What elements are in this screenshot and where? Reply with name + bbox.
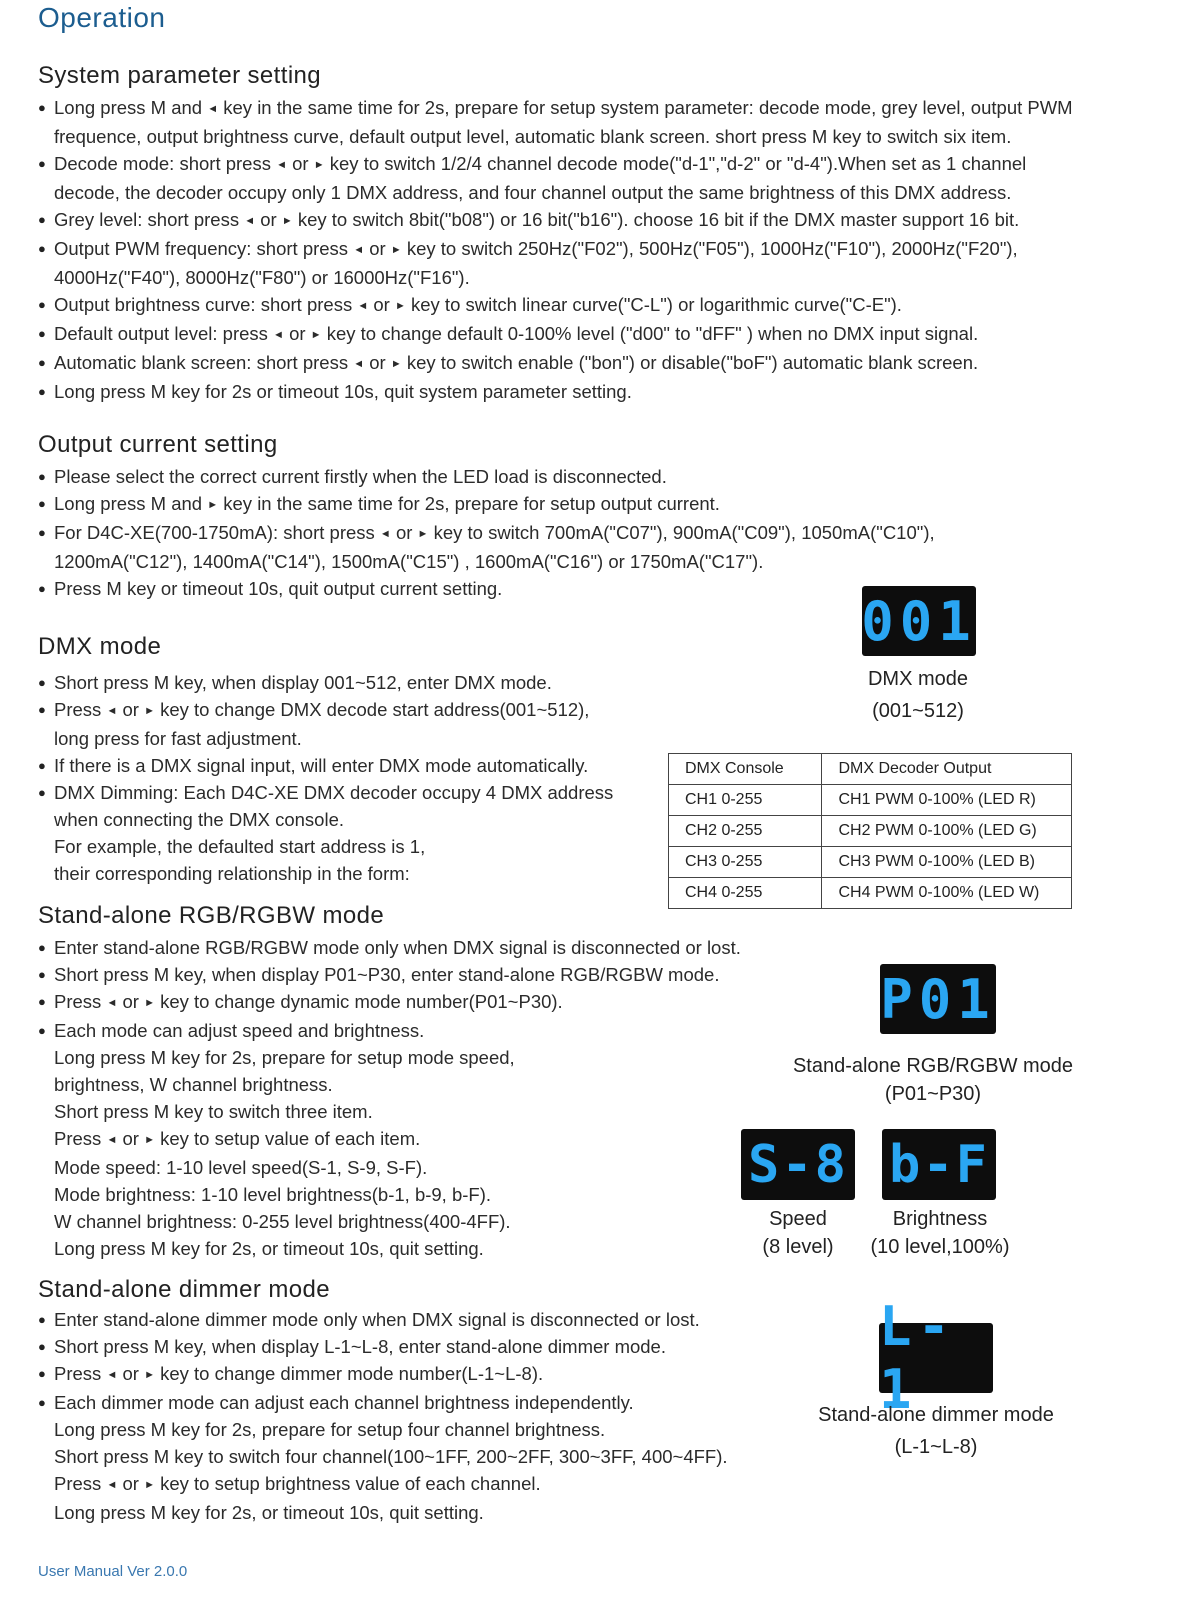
dmx-display (862, 586, 976, 656)
text-line: Long press M key for 2s, prepare for setup four channel brightness. (54, 1419, 606, 1440)
bullet-item: ● Output brightness curve: short press ◄ or ► key to switch linear curve("C-L") or logarithmic curve("C-E"). (38, 291, 1073, 320)
rgb-display-value: P01 (880, 967, 996, 1031)
table-cell: CH4 0-255 (669, 878, 822, 909)
brightness-caption-line2: (10 level,100%) (870, 1236, 1010, 1258)
dmx-table-header-output: DMX Decoder Output (822, 754, 1072, 785)
left-key-icon: ◄ (106, 997, 118, 1009)
text-line: when connecting the DMX console. (54, 809, 345, 830)
text-line: frequence, output brightness curve, default output level, automatic blank screen. short press M key to switch six item. (54, 126, 1012, 147)
speed-display-value: S-8 (748, 1134, 848, 1195)
speed-display (741, 1129, 855, 1200)
bullet-item: ● Each dimmer mode can adjust each channel brightness independently. (38, 1389, 728, 1416)
left-key-icon: ◄ (353, 244, 365, 256)
text-line: long press for fast adjustment. (54, 728, 302, 749)
speed-caption-line1: Speed (769, 1208, 827, 1230)
table-cell: CH2 PWM 0-100% (LED G) (822, 816, 1072, 847)
bullet-item: ● If there is a DMX signal input, will enter DMX mode automatically. (38, 752, 613, 779)
dimmer-heading: Stand-alone dimmer mode (38, 1276, 331, 1303)
left-key-icon: ◄ (106, 1134, 118, 1146)
rgb-text (38, 934, 741, 1262)
bullet-item: ● DMX Dimming: Each D4C-XE DMX decoder occupy 4 DMX address (38, 779, 613, 806)
left-key-icon: ◄ (379, 528, 391, 540)
right-key-icon: ► (313, 159, 325, 171)
table-cell: CH3 0-255 (669, 847, 822, 878)
dmx-table (668, 753, 1072, 909)
bullet-item: ● Press ◄ or ► key to change dimmer mode number(L-1~L-8). (38, 1360, 728, 1389)
text-line: Short press M key to switch three item. (54, 1101, 373, 1122)
text-line: Press ◄ or ► key to setup value of each item. (38, 1125, 741, 1154)
dmx-table-header (669, 754, 1072, 785)
bullet-item: ● Short press M key, when display 001~512, enter DMX mode. (38, 669, 613, 696)
left-key-icon: ◄ (357, 300, 369, 312)
dmx-display-value: 001 (861, 589, 977, 653)
right-key-icon: ► (394, 300, 406, 312)
right-key-icon: ► (144, 997, 155, 1009)
dmx-display-caption (838, 665, 998, 725)
footer-version: User Manual Ver 2.0.0 (38, 1563, 188, 1580)
dimmer-caption-line1: Stand-alone dimmer mode (818, 1404, 1054, 1426)
brightness-caption-line1: Brightness (892, 1208, 988, 1230)
dmx-text (38, 669, 613, 887)
rgb-heading: Stand-alone RGB/RGBW mode (38, 902, 385, 929)
bullet-item: ● Default output level: press ◄ or ► key to change default 0-100% level ("d00" to "dFF" ) when no DMX input signal. (38, 320, 1073, 349)
right-key-icon: ► (207, 499, 219, 511)
text-line: decode, the decoder occupy only 1 DMX address, and four channel output the same brightness of this DMX address. (54, 182, 1012, 203)
rgb-display-caption (783, 1052, 1083, 1108)
table-cell: CH4 PWM 0-100% (LED W) (822, 878, 1072, 909)
right-key-icon: ► (281, 215, 293, 227)
dmx-caption-line1: DMX mode (867, 668, 969, 690)
dimmer-display (879, 1295, 993, 1421)
dimmer-display-value: L-1 (879, 1295, 957, 1421)
right-key-icon: ► (390, 244, 402, 256)
left-key-icon: ◄ (207, 103, 219, 115)
right-key-icon: ► (144, 1479, 155, 1491)
text-line: Short press M key to switch four channel(100~1FF, 200~2FF, 300~3FF, 400~4FF). (54, 1446, 728, 1467)
text-line: W channel brightness: 0-255 level brightness(400-4FF). (54, 1211, 511, 1232)
left-key-icon: ◄ (276, 159, 287, 171)
bullet-item: ● Press M key or timeout 10s, quit output current setting. (38, 575, 935, 602)
brightness-display (882, 1129, 996, 1200)
text-line: brightness, W channel brightness. (54, 1074, 333, 1095)
bullet-item: ● Press ◄ or ► key to change dynamic mode number(P01~P30). (38, 988, 741, 1017)
table-cell: CH3 PWM 0-100% (LED B) (822, 847, 1072, 878)
text-line: Mode brightness: 1-10 level brightness(b-1, b-9, b-F). (54, 1184, 492, 1205)
dmx-caption-line2: (001~512) (872, 700, 964, 722)
bullet-item: ● Automatic blank screen: short press ◄ or ► key to switch enable ("bon") or disable("boF") automatic blank screen. (38, 349, 1073, 378)
dimmer-caption-line2: (L-1~L-8) (894, 1436, 978, 1458)
rgb-caption-line2: (P01~P30) (884, 1083, 982, 1105)
text-line: their corresponding relationship in the form: (54, 863, 410, 884)
bullet-item: ● Press ◄ or ► key to change DMX decode start address(001~512), (38, 696, 613, 725)
text-line: 4000Hz("F40"), 8000Hz("F80") or 16000Hz("F16"). (54, 267, 470, 288)
right-key-icon: ► (417, 528, 429, 540)
bullet-item: ● Enter stand-alone dimmer mode only when DMX signal is disconnected or lost. (38, 1306, 728, 1333)
current-text (38, 463, 935, 602)
text-line: Long press M key for 2s, or timeout 10s, quit setting. (54, 1238, 484, 1259)
table-cell: CH1 0-255 (669, 785, 822, 816)
right-key-icon: ► (144, 705, 155, 717)
left-key-icon: ◄ (353, 358, 365, 370)
text-line: For example, the defaulted start address is 1, (54, 836, 426, 857)
bullet-item: ● Enter stand-alone RGB/RGBW mode only when DMX signal is disconnected or lost. (38, 934, 741, 961)
bullet-item: ● Each mode can adjust speed and brightness. (38, 1017, 741, 1044)
bullet-item: ● Long press M key for 2s or timeout 10s, quit system parameter setting. (38, 378, 1073, 405)
right-key-icon: ► (390, 358, 402, 370)
left-key-icon: ◄ (106, 1369, 118, 1381)
left-key-icon: ◄ (106, 1479, 118, 1491)
bullet-item: ● For D4C-XE(700-1750mA): short press ◄ or ► key to switch 700mA("C07"), 900mA("C09"), 1050mA("C10"), (38, 519, 935, 548)
text-line: Press ◄ or ► key to setup brightness value of each channel. (38, 1470, 728, 1499)
bullet-item: ● Long press M and ► key in the same time for 2s, prepare for setup output current. (38, 490, 935, 519)
bullet-item: ● Short press M key, when display P01~P30, enter stand-alone RGB/RGBW mode. (38, 961, 741, 988)
bullet-item: ● Long press M and ◄ key in the same time for 2s, prepare for setup system parameter: decode mode, grey level, output PWM (38, 94, 1073, 123)
bullet-item: ● Please select the correct current firstly when the LED load is disconnected. (38, 463, 935, 490)
table-row (669, 785, 1072, 816)
table-row (669, 847, 1072, 878)
right-key-icon: ► (310, 329, 322, 341)
rgb-display (880, 964, 996, 1034)
dmx-table-header-console: DMX Console (669, 754, 822, 785)
bullet-item: ● Short press M key, when display L-1~L-8, enter stand-alone dimmer mode. (38, 1333, 728, 1360)
table-row (669, 878, 1072, 909)
table-cell: CH1 PWM 0-100% (LED R) (822, 785, 1072, 816)
brightness-display-value: b-F (889, 1134, 989, 1195)
bullet-item: ● Decode mode: short press ◄ or ► key to switch 1/2/4 channel decode mode("d-1","d-2" or "d-4").When set as 1 channel (38, 150, 1073, 179)
left-key-icon: ◄ (106, 705, 118, 717)
dmx-heading: DMX mode (38, 633, 162, 660)
page-title: Operation (38, 2, 166, 33)
bullet-item: ● Grey level: short press ◄ or ► key to switch 8bit("b08") or 16 bit("b16"). choose 16 bit if the DMX master support 16 bit. (38, 206, 1073, 235)
system-text (38, 94, 1073, 405)
dimmer-display-caption (788, 1401, 1084, 1461)
current-heading: Output current setting (38, 431, 278, 458)
speed-caption-line2: (8 level) (762, 1236, 834, 1258)
brightness-caption (852, 1205, 1028, 1261)
rgb-caption-line1: Stand-alone RGB/RGBW mode (792, 1055, 1074, 1077)
text-line: 1200mA("C12"), 1400mA("C14"), 1500mA("C15") , 1600mA("C16") or 1750mA("C17"). (54, 551, 764, 572)
bullet-item: ● Output PWM frequency: short press ◄ or ► key to switch 250Hz("F02"), 500Hz("F05"), 1000Hz("F10"), 2000Hz("F20"), (38, 235, 1073, 264)
right-key-icon: ► (144, 1369, 155, 1381)
left-key-icon: ◄ (244, 215, 256, 227)
dimmer-text (38, 1306, 728, 1526)
table-row (669, 816, 1072, 847)
table-cell: CH2 0-255 (669, 816, 822, 847)
right-key-icon: ► (144, 1134, 155, 1146)
text-line: Long press M key for 2s, or timeout 10s, quit setting. (54, 1502, 484, 1523)
text-line: Long press M key for 2s, prepare for setup mode speed, (54, 1047, 515, 1068)
text-line: Mode speed: 1-10 level speed(S-1, S-9, S-F). (54, 1157, 428, 1178)
system-heading: System parameter setting (38, 62, 322, 89)
left-key-icon: ◄ (273, 329, 284, 341)
